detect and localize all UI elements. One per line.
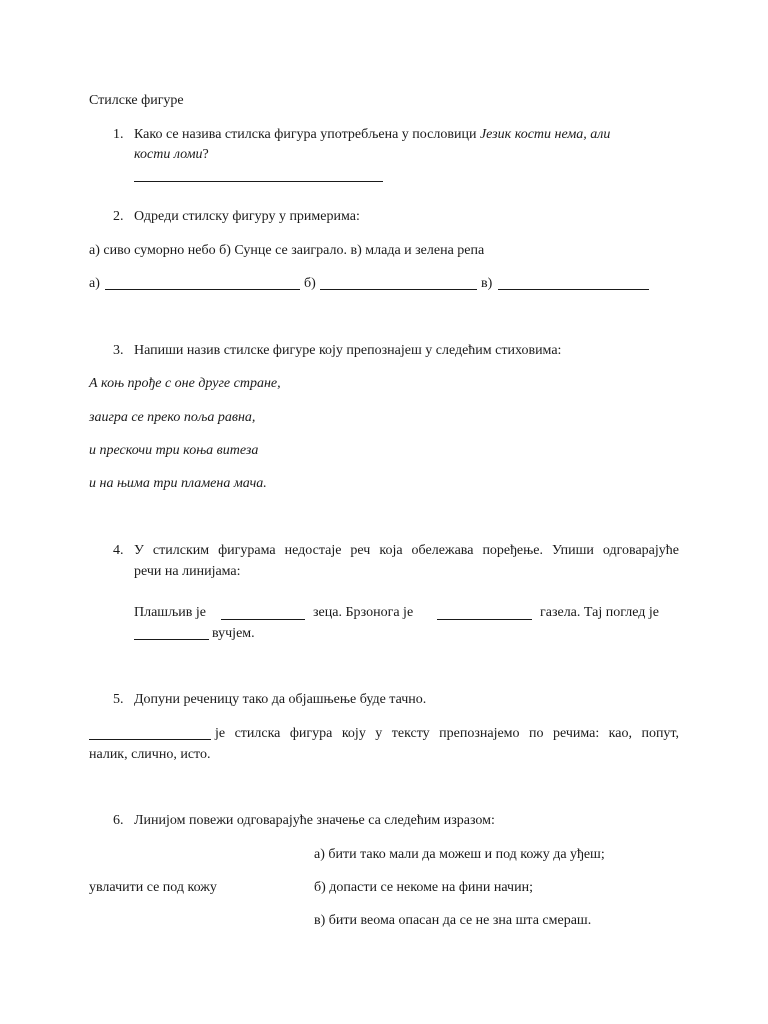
q4-number: 4. [113,543,124,558]
q1-quote-line2: кости ломи [134,147,203,162]
q2-text: Одреди стилску фигуру у примерима: [134,209,360,224]
q4-answer-line-2[interactable] [437,619,532,620]
q2-number: 2. [113,209,124,224]
q3-verse: заигра се преко поља равна, [89,410,256,425]
q2-label-v: в) [481,276,493,291]
q4-text-line2: речи на линијама: [134,564,241,579]
q6-number: 6. [113,813,124,828]
q6-expression[interactable]: увлачити се под кожу [89,880,217,895]
q3-verse: А коњ прође с оне друге стране, [89,376,281,391]
page-title: Стилске фигуре [89,93,184,108]
q4-text-line1: У стилским фигурама недостаје реч која обележава поређење. Упиши одговарајуће [134,543,679,558]
q2-label-b: б) [304,276,316,291]
q4-answer-line-1[interactable] [221,619,305,620]
q4-answer-line-3[interactable] [134,639,209,640]
q2-answer-line-a[interactable] [105,289,300,290]
q2-examples: а) сиво суморно небо б) Сунце се заиграло. в) млада и зелена репа [89,243,485,258]
q5-text: Допуни реченицу тако да објашњење буде тачно. [134,692,427,707]
q3-number: 3. [113,343,124,358]
q3-verse: и прескочи три коња витеза [89,443,259,458]
q2-answer-line-v[interactable] [498,289,649,290]
q6-option-a[interactable]: а) бити тако мали да можеш и под кожу да уђеш; [314,847,605,862]
q4-sentence-3: газела. Тај поглед је [540,605,659,620]
q4-sentence-1: Плашљив је [134,605,206,620]
q5-sentence-line1: је стилска фигура коју у тексту препознајемо по речима: као, попут, [215,726,679,741]
q5-sentence-line2: налик, слично, исто. [89,747,211,762]
q5-answer-line[interactable] [89,739,211,740]
q1-quote-line1: Језик кости нема, али [479,127,611,142]
q5-number: 5. [113,692,124,707]
q2-answer-line-b[interactable] [320,289,477,290]
q1-text-line2 [134,146,209,164]
q1-question-mark: ? [202,147,209,162]
q1-answer-line[interactable] [134,181,383,182]
q4-sentence-4: вучјем. [212,626,255,641]
q6-option-v[interactable]: в) бити веома опасан да се не зна шта смераш. [314,913,592,928]
q3-text: Напиши назив стилске фигуре коју препознајеш у следећим стиховима: [134,343,562,358]
q3-verse: и на њима три пламена мача. [89,476,267,491]
q6-text: Линијом повежи одговарајуће значење са следећим изразом: [134,813,495,828]
q2-label-a: а) [89,276,100,291]
q1-number: 1. [113,127,124,142]
q6-option-b[interactable]: б) допасти се некоме на фини начин; [314,880,533,895]
q1-question: Како се назива стилска фигура употребљена у пословици [134,127,480,142]
q1-text [134,126,610,144]
q4-sentence-2: зеца. Брзонога је [313,605,414,620]
